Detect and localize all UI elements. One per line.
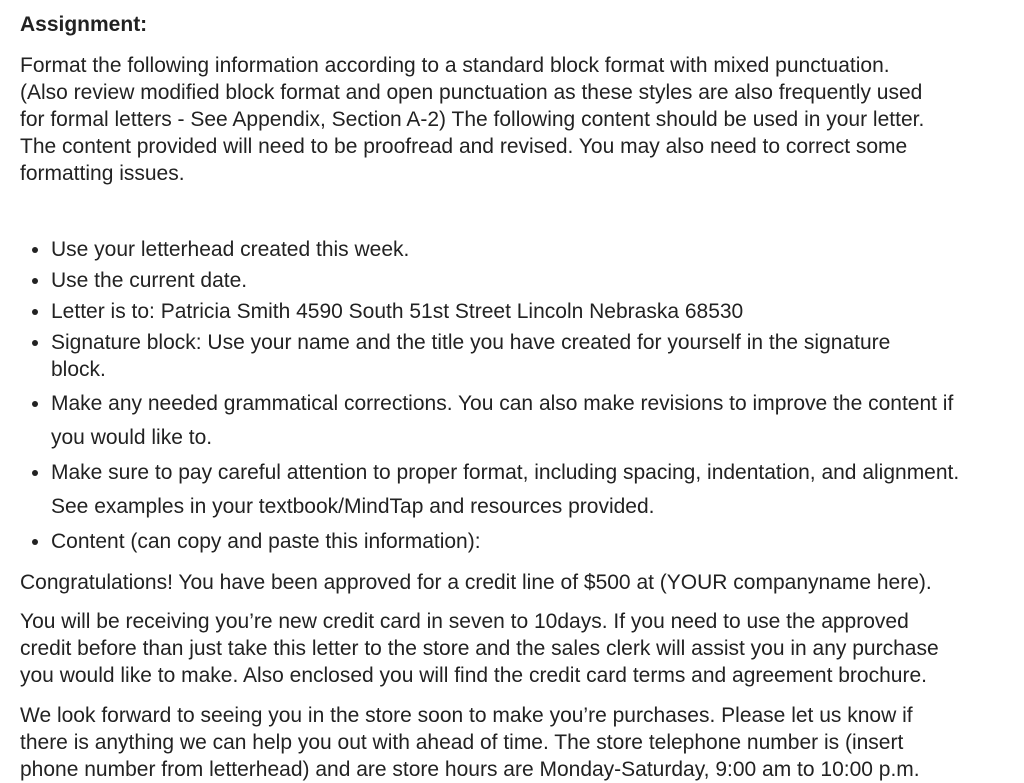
bullet-text: See examples in your textbook/MindTap and resources provided. xyxy=(51,495,655,518)
bullet-format xyxy=(20,456,1024,524)
bullet-text: Content (can copy and paste this information): xyxy=(51,530,481,553)
content-paragraph-congratulations xyxy=(20,569,1024,596)
bullet-recipient xyxy=(20,298,1024,325)
instruction-list xyxy=(20,236,1024,559)
intro-paragraph xyxy=(20,52,1024,187)
bullet-text: Use your letterhead created this week. xyxy=(51,238,410,261)
bullet-grammar xyxy=(20,387,1024,455)
content-line: credit before than just take this letter to the store and the sales clerk will assist you in any purchase xyxy=(20,637,939,660)
bullet-text: Make any needed grammatical corrections. You can also make revisions to improve the content if xyxy=(51,392,954,415)
intro-line: The content provided will need to be proofread and revised. You may also need to correct some xyxy=(20,135,908,158)
content-line: there is anything we can help you out with ahead of time. The store telephone number is (insert xyxy=(20,731,904,754)
bullet-text: block. xyxy=(51,358,106,381)
bullet-text: Make sure to pay careful attention to proper format, including spacing, indentation, and alignment. xyxy=(51,461,960,484)
intro-line: for formal letters - See Appendix, Section A-2) The following content should be used in your letter. xyxy=(20,108,925,131)
intro-line: (Also review modified block format and open punctuation as these styles are also frequently used xyxy=(20,81,923,104)
intro-line: Format the following information according to a standard block format with mixed punctuation. xyxy=(20,54,890,77)
content-paragraph-credit-card xyxy=(20,608,1024,689)
bullet-text: Signature block: Use your name and the title you have created for yourself in the signature xyxy=(51,331,891,354)
bullet-text: Letter is to: Patricia Smith 4590 South 51st Street Lincoln Nebraska 68530 xyxy=(51,300,744,323)
content-line: We look forward to seeing you in the store soon to make you’re purchases. Please let us know if xyxy=(20,704,913,727)
bullet-content xyxy=(20,525,1024,559)
content-line: You will be receiving you’re new credit card in seven to 10days. If you need to use the approved xyxy=(20,610,909,633)
bullet-date xyxy=(20,267,1024,294)
content-line: phone number from letterhead) and are store hours are Monday-Saturday, 9:00 am to 10:00 p.m. xyxy=(20,758,920,781)
bullet-text: you would like to. xyxy=(51,426,213,449)
content-line: you would like to make. Also enclosed you will find the credit card terms and agreement brochure. xyxy=(20,664,927,687)
intro-line: formatting issues. xyxy=(20,162,185,185)
bullet-text: Use the current date. xyxy=(51,269,248,292)
content-paragraph-store-visit xyxy=(20,702,1024,783)
bullet-signature-block xyxy=(20,329,1024,383)
content-line: Congratulations! You have been approved for a credit line of $500 at (YOUR companyname here). xyxy=(20,571,932,594)
assignment-document xyxy=(20,12,1024,783)
assignment-heading: Assignment: xyxy=(20,13,148,36)
bullet-letterhead xyxy=(20,236,1024,263)
